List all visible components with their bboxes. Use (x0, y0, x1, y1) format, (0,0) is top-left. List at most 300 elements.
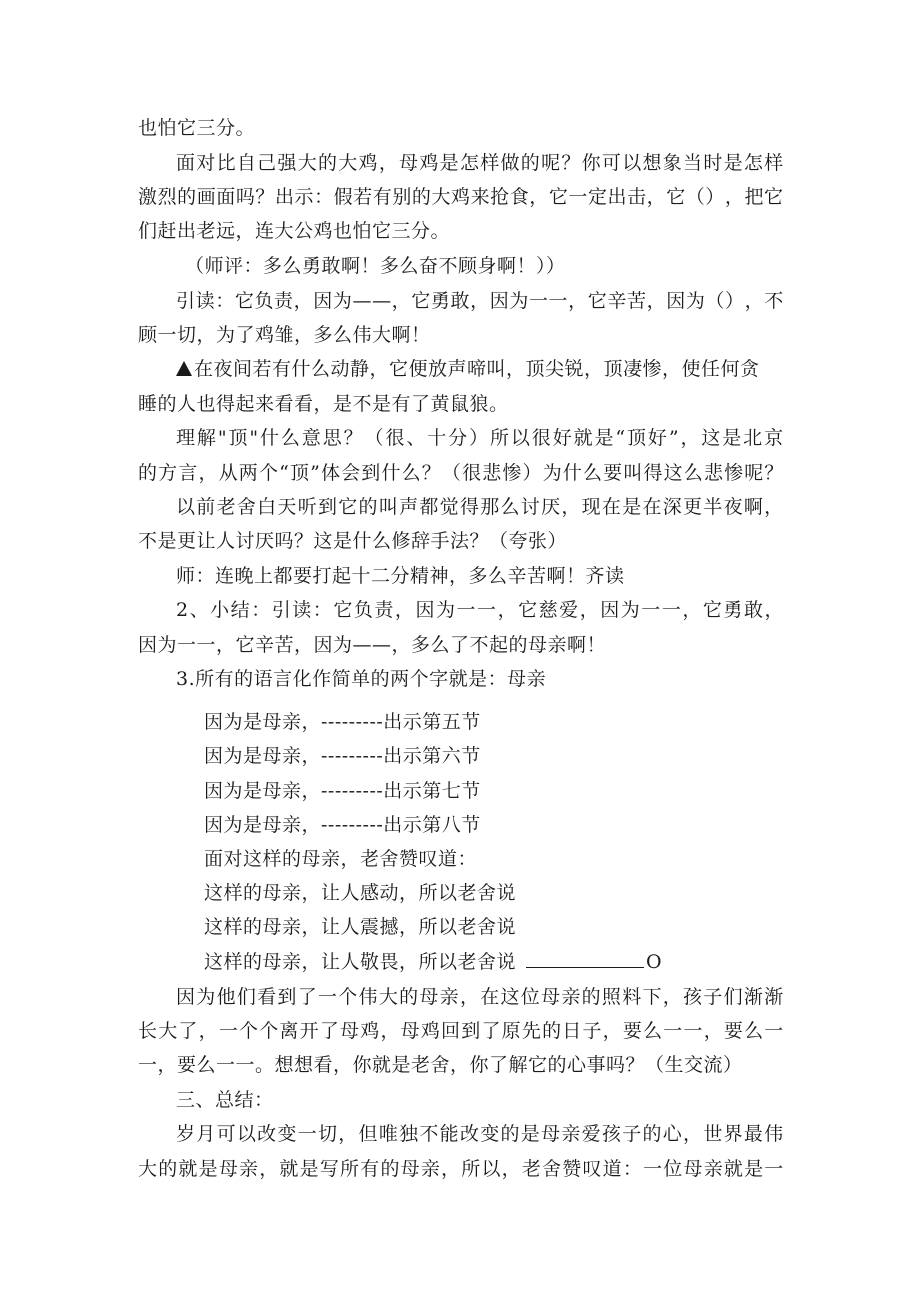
paragraph-line (176, 494, 784, 520)
glyph: 解 (196, 427, 217, 449)
paragraph-line (138, 460, 784, 486)
glyph: ） (705, 186, 725, 208)
glyph: 自 (236, 152, 257, 174)
glyph: 鸡 (358, 152, 379, 174)
glyph: ， (391, 290, 412, 312)
glyph: 原 (501, 1020, 522, 1042)
glyph: 食 (509, 186, 530, 208)
glyph: 位 (520, 986, 541, 1008)
glyph: 敢 (450, 290, 471, 312)
glyph: 是 (744, 1158, 764, 1180)
glyph: 到 (361, 462, 381, 484)
glyph: 一 (663, 1020, 683, 1042)
list-item: 因为是母亲，---------出示第七节 (204, 780, 481, 802)
glyph: 想 (642, 152, 662, 174)
glyph: 顶 (228, 427, 248, 449)
glyph: 独 (399, 1123, 419, 1145)
glyph: 分 (448, 427, 468, 449)
glyph: 苦 (626, 290, 647, 312)
list-item: 因为是母亲，---------出示第六节 (204, 745, 481, 767)
paragraph-line (176, 425, 784, 451)
glyph: 叹 (582, 1158, 602, 1180)
glyph: 的 (380, 1158, 400, 1180)
glyph: 负 (254, 290, 274, 312)
glyph: 一 (218, 1020, 239, 1042)
list-item-text: 这样的母亲，让人敬畏，所以老舍说 (204, 951, 517, 973)
glyph: ） (725, 290, 745, 312)
glyph: 得 (459, 496, 480, 518)
teacher-comment: （师评：多么勇敢啊！多么奋不顾身啊！）） (185, 255, 566, 277)
glyph: 北 (743, 427, 763, 449)
glyph: 当 (683, 152, 703, 174)
glyph: ， (683, 1123, 703, 1145)
fill-in-blank (526, 949, 644, 968)
glyph: 一 (317, 986, 338, 1008)
glyph: 要 (603, 462, 623, 484)
glyph: 是 (723, 152, 744, 174)
glyph: 大 (158, 1020, 178, 1042)
glyph: 画 (196, 186, 217, 208)
glyph: 惨 (724, 462, 744, 484)
glyph: 渐 (764, 986, 784, 1008)
glyph: 渐 (743, 986, 764, 1008)
glyph: 母 (340, 1020, 360, 1042)
glyph: 烈 (157, 186, 178, 208)
glyph: 的 (138, 462, 158, 484)
glyph: 夜 (723, 496, 744, 518)
glyph: 到 (277, 986, 297, 1008)
glyph: 方 (158, 462, 178, 484)
glyph: 岁 (176, 1123, 196, 1145)
paragraph-line (138, 184, 784, 210)
glyph: 样 (764, 152, 784, 174)
glyph: 么 (744, 1020, 764, 1042)
glyph: 么 (280, 427, 301, 449)
glyph: 大 (338, 152, 358, 174)
glyph: 别 (392, 186, 412, 208)
glyph: 的 (500, 1123, 521, 1145)
glyph: 什 (260, 427, 280, 449)
glyph: 的 (358, 496, 379, 518)
list-item (204, 949, 662, 975)
glyph: 时 (703, 152, 723, 174)
glyph: 母 (400, 1020, 421, 1042)
glyph: 是 (622, 496, 642, 518)
glyph: 能 (439, 1123, 460, 1145)
glyph: 好 (552, 427, 573, 449)
glyph: 一 (477, 599, 497, 621)
glyph: 对 (196, 152, 216, 174)
glyph: 母 (683, 1158, 703, 1180)
glyph: 的 (581, 986, 602, 1008)
paragraph-line: 不是更让人讨厌吗？这是什么修辞手法？（夸张） (138, 530, 568, 552)
glyph: 亲 (439, 986, 460, 1008)
glyph: 现 (581, 496, 602, 518)
glyph: 象 (662, 152, 683, 174)
paragraph-line (176, 984, 784, 1010)
glyph: 定 (587, 186, 608, 208)
glyph: 悲 (703, 462, 724, 484)
section-heading: 三、总结： (176, 1089, 274, 1111)
glyph: 亲 (561, 1123, 581, 1145)
glyph: 一 (528, 290, 549, 312)
glyph: 京 (764, 427, 784, 449)
glyph: 理 (176, 427, 196, 449)
paragraph-line (176, 356, 784, 382)
glyph: 结 (230, 599, 251, 621)
glyph: 们 (723, 986, 744, 1008)
glyph: 面 (176, 152, 196, 174)
glyph: 位 (663, 1158, 683, 1180)
glyph: 切 (317, 1123, 338, 1145)
glyph: 孩 (683, 986, 703, 1008)
glyph: 呢 (541, 152, 561, 174)
glyph: ， (497, 599, 518, 621)
glyph: 要 (723, 1020, 744, 1042)
glyph: 大 (378, 986, 399, 1008)
glyph: 子 (582, 1020, 602, 1042)
glyph: 一 (764, 1158, 784, 1180)
glyph: 、 (406, 427, 426, 449)
glyph: 勇 (723, 599, 743, 621)
glyph: 改 (257, 1123, 277, 1145)
glyph: ， (501, 1158, 522, 1180)
glyph: 是 (439, 152, 460, 174)
glyph: 所 (461, 1158, 481, 1180)
glyph: 个 (239, 1020, 259, 1042)
paragraph-line: 顾一切，为了鸡雏，多么伟大啊！ (138, 324, 431, 346)
glyph: 亲 (420, 1158, 441, 1180)
glyph: 示 (294, 186, 315, 208)
glyph: 很 (531, 427, 552, 449)
glyph: 以 (176, 496, 196, 518)
glyph: 因 (600, 599, 620, 621)
glyph: 写 (319, 1158, 340, 1180)
glyph: ， (338, 1123, 358, 1145)
glyph: ， (579, 599, 600, 621)
glyph: 悲 (482, 462, 502, 484)
glyph: 啊 (743, 496, 764, 518)
glyph: 把 (744, 186, 764, 208)
glyph: 敢 (743, 599, 764, 621)
glyph: ， (378, 152, 399, 174)
glyph: 的 (520, 152, 541, 174)
glyph: 爱 (559, 599, 579, 621)
glyph: ： (312, 599, 333, 621)
glyph: 要 (622, 1020, 643, 1042)
glyph: 若 (353, 186, 373, 208)
glyph: 下 (642, 986, 662, 1008)
paragraph-line: 们赶出老远，连大公鸡也怕它三分。 (138, 220, 451, 242)
glyph: " (217, 427, 228, 449)
glyph: 你 (581, 152, 602, 174)
glyph: 在 (480, 986, 500, 1008)
glyph: 有 (372, 186, 393, 208)
glyph: 这 (500, 986, 521, 1008)
glyph: 日 (562, 1020, 582, 1042)
glyph: 样 (480, 152, 500, 174)
glyph: 为 (509, 290, 529, 312)
glyph: 鸡 (451, 186, 471, 208)
glyph: 深 (662, 496, 683, 518)
glyph: 叫 (378, 496, 399, 518)
glyph: 为 (685, 290, 706, 312)
glyph: 因 (176, 986, 196, 1008)
glyph: ， (764, 496, 784, 518)
glyph: 孩 (601, 1123, 622, 1145)
glyph: 母 (400, 1158, 421, 1180)
glyph: 么 (643, 1020, 663, 1042)
glyph: 子 (703, 986, 723, 1008)
glyph: 击 (627, 186, 647, 208)
glyph: ， (293, 290, 314, 312)
glyph: ” (668, 427, 680, 449)
glyph: “ (615, 427, 626, 449)
glyph: 会 (341, 462, 361, 484)
glyph: ， (744, 290, 765, 312)
glyph: 两 (238, 462, 259, 484)
glyph: 负 (353, 599, 374, 621)
glyph: 2 (176, 599, 189, 621)
glyph: 惨 (502, 462, 522, 484)
glyph: 母 (541, 1123, 561, 1145)
glyph: 以 (510, 427, 531, 449)
glyph: 不 (419, 1123, 439, 1145)
glyph: 听 (297, 496, 318, 518)
glyph: 长 (138, 1020, 158, 1042)
glyph: 先 (521, 1020, 542, 1042)
paragraph-text: 在夜间若有什么动静，它便放声啼叫，顶尖锐，顶凄惨，使任何贪 (194, 358, 760, 380)
glyph: 读 (195, 290, 216, 312)
glyph: 个 (338, 986, 358, 1008)
glyph: 觉 (439, 496, 460, 518)
triangle-bullet-icon (176, 361, 192, 376)
glyph: “ (279, 462, 290, 484)
glyph: 舍 (542, 1158, 562, 1180)
glyph: 母 (218, 1158, 239, 1180)
glyph: 么 (500, 496, 521, 518)
glyph: 舍 (236, 496, 257, 518)
glyph: （ (685, 186, 706, 208)
glyph: 、 (189, 599, 210, 621)
glyph: 抢 (490, 186, 510, 208)
glyph: 但 (358, 1123, 379, 1145)
glyph: 它 (764, 186, 784, 208)
glyph: 半 (703, 496, 723, 518)
glyph: 一 (548, 290, 569, 312)
glyph: 们 (236, 986, 257, 1008)
glyph: 它 (587, 290, 608, 312)
glyph: 到 (317, 496, 338, 518)
glyph: 这 (701, 427, 721, 449)
glyph: ） (469, 427, 489, 449)
glyph: 的 (177, 186, 197, 208)
glyph: ） (522, 462, 543, 484)
glyph: 出 (607, 186, 628, 208)
glyph: 他 (216, 986, 237, 1008)
glyph: 顶 (289, 462, 310, 484)
glyph: 做 (500, 152, 521, 174)
glyph: 十 (427, 427, 447, 449)
glyph: 为 (196, 986, 216, 1008)
glyph: ， (764, 599, 784, 621)
glyph: ？ (764, 462, 784, 484)
glyph: ， (602, 1020, 623, 1042)
glyph: 什 (381, 462, 401, 484)
glyph: （ (364, 427, 385, 449)
glyph: 的 (542, 1020, 562, 1042)
glyph: 厌 (541, 496, 561, 518)
list-item: 因为是母亲，---------出示第五节 (204, 711, 481, 733)
glyph: 读 (292, 599, 312, 621)
glyph: 什 (562, 462, 583, 484)
glyph: 鸡 (420, 1020, 441, 1042)
glyph: 赞 (562, 1158, 582, 1180)
glyph: 出 (274, 186, 295, 208)
glyph: 回 (441, 1020, 461, 1042)
glyph: 的 (158, 1158, 178, 1180)
glyph: 母 (419, 986, 439, 1008)
glyph: 因 (489, 290, 510, 312)
glyph: 么 (683, 462, 704, 484)
glyph: 鸡 (419, 152, 439, 174)
glyph: 为 (332, 290, 353, 312)
glyph: 体 (320, 462, 341, 484)
paragraph-line (138, 1018, 784, 1044)
glyph: 那 (480, 496, 500, 518)
glyph: 母 (541, 986, 561, 1008)
glyph: 意 (301, 427, 322, 449)
glyph: ， (646, 290, 667, 312)
glyph: 它 (702, 599, 723, 621)
glyph: ， (198, 1020, 219, 1042)
glyph: 己 (257, 152, 277, 174)
glyph: 到 (461, 1020, 481, 1042)
glyph: 很 (385, 427, 405, 449)
glyph: 它 (666, 186, 686, 208)
glyph: 辛 (607, 290, 627, 312)
glyph: ， (529, 186, 549, 208)
glyph: 有 (360, 1158, 380, 1180)
glyph: 思 (322, 427, 343, 449)
glyph: 一 (643, 1158, 663, 1180)
glyph: 因 (666, 290, 686, 312)
glyph: 都 (419, 496, 439, 518)
glyph: 就 (279, 1158, 299, 1180)
glyph: 个 (259, 1020, 279, 1042)
glyph: 小 (210, 599, 230, 621)
glyph: 可 (216, 1123, 237, 1145)
glyph: 就 (573, 427, 594, 449)
glyph: 从 (218, 462, 239, 484)
glyph: ， (724, 186, 745, 208)
glyph: ： (251, 599, 271, 621)
summary-line (176, 597, 784, 623)
list-item: 面对这样的母亲，老舍赞叹道： (204, 848, 478, 870)
glyph: 是 (594, 427, 615, 449)
glyph: 亲 (239, 1158, 259, 1180)
glyph: ， (682, 599, 702, 621)
glyph: 么 (401, 462, 422, 484)
glyph: 子 (622, 1123, 642, 1145)
glyph: 变 (480, 1123, 500, 1145)
glyph: — (352, 290, 372, 312)
glyph: 的 (399, 986, 419, 1008)
glyph: 么 (583, 462, 603, 484)
glyph: 呢 (744, 462, 764, 484)
glyph: ， (380, 1020, 400, 1042)
glyph: 亲 (561, 986, 581, 1008)
glyph: 它 (411, 290, 431, 312)
glyph: ， (561, 496, 581, 518)
glyph: 因 (415, 599, 435, 621)
glyph: 是 (520, 1123, 541, 1145)
glyph: ？ (561, 152, 581, 174)
glyph: 它 (338, 496, 358, 518)
glyph: ， (441, 1158, 461, 1180)
glyph: 一 (297, 1123, 318, 1145)
glyph: 好 (647, 427, 668, 449)
glyph: 慈 (538, 599, 559, 621)
glyph: 爱 (581, 1123, 602, 1145)
glyph: ， (680, 427, 700, 449)
glyph: 激 (138, 186, 158, 208)
glyph: 怎 (743, 152, 764, 174)
glyph: 声 (399, 496, 419, 518)
glyph: 勇 (430, 290, 451, 312)
glyph: ？ (421, 462, 442, 484)
glyph: 离 (279, 1020, 299, 1042)
glyph: ， (662, 986, 683, 1008)
section-heading: 3.所有的语言化作简单的两个字就是：母亲 (176, 668, 547, 690)
glyph: 在 (642, 496, 662, 518)
glyph: ， (568, 290, 588, 312)
glyph: 老 (521, 1158, 542, 1180)
glyph: ， (470, 290, 490, 312)
paragraph-line: 睡的人也得起来看看，是不是有了黄鼠狼。 (138, 393, 509, 415)
glyph: 以 (236, 1123, 257, 1145)
glyph: 是 (299, 1158, 320, 1180)
glyph: 了 (481, 1020, 501, 1042)
glyph: 引 (176, 290, 196, 312)
glyph: ？ (255, 186, 275, 208)
glyph: 世 (703, 1123, 723, 1145)
glyph: 讨 (520, 496, 541, 518)
glyph: ， (703, 1020, 724, 1042)
glyph: 因 (313, 290, 333, 312)
glyph: ？ (343, 427, 364, 449)
glyph: 最 (743, 1123, 764, 1145)
glyph: 不 (764, 290, 784, 312)
glyph: 就 (723, 1158, 744, 1180)
glyph: 一 (683, 1020, 703, 1042)
glyph: 在 (601, 496, 622, 518)
glyph: 前 (196, 496, 216, 518)
glyph: 母 (399, 152, 419, 174)
glyph: 大 (431, 186, 451, 208)
glyph: 它 (234, 290, 255, 312)
glyph: ” (310, 462, 321, 484)
paragraph-line (138, 1156, 784, 1182)
glyph: 伟 (358, 986, 379, 1008)
glyph: 它 (518, 599, 538, 621)
paragraph-line (176, 1121, 784, 1147)
glyph: 一 (568, 186, 588, 208)
glyph: 责 (274, 290, 294, 312)
glyph: 一 (661, 599, 682, 621)
glyph: 吗 (235, 186, 256, 208)
glyph: 变 (277, 1123, 297, 1145)
